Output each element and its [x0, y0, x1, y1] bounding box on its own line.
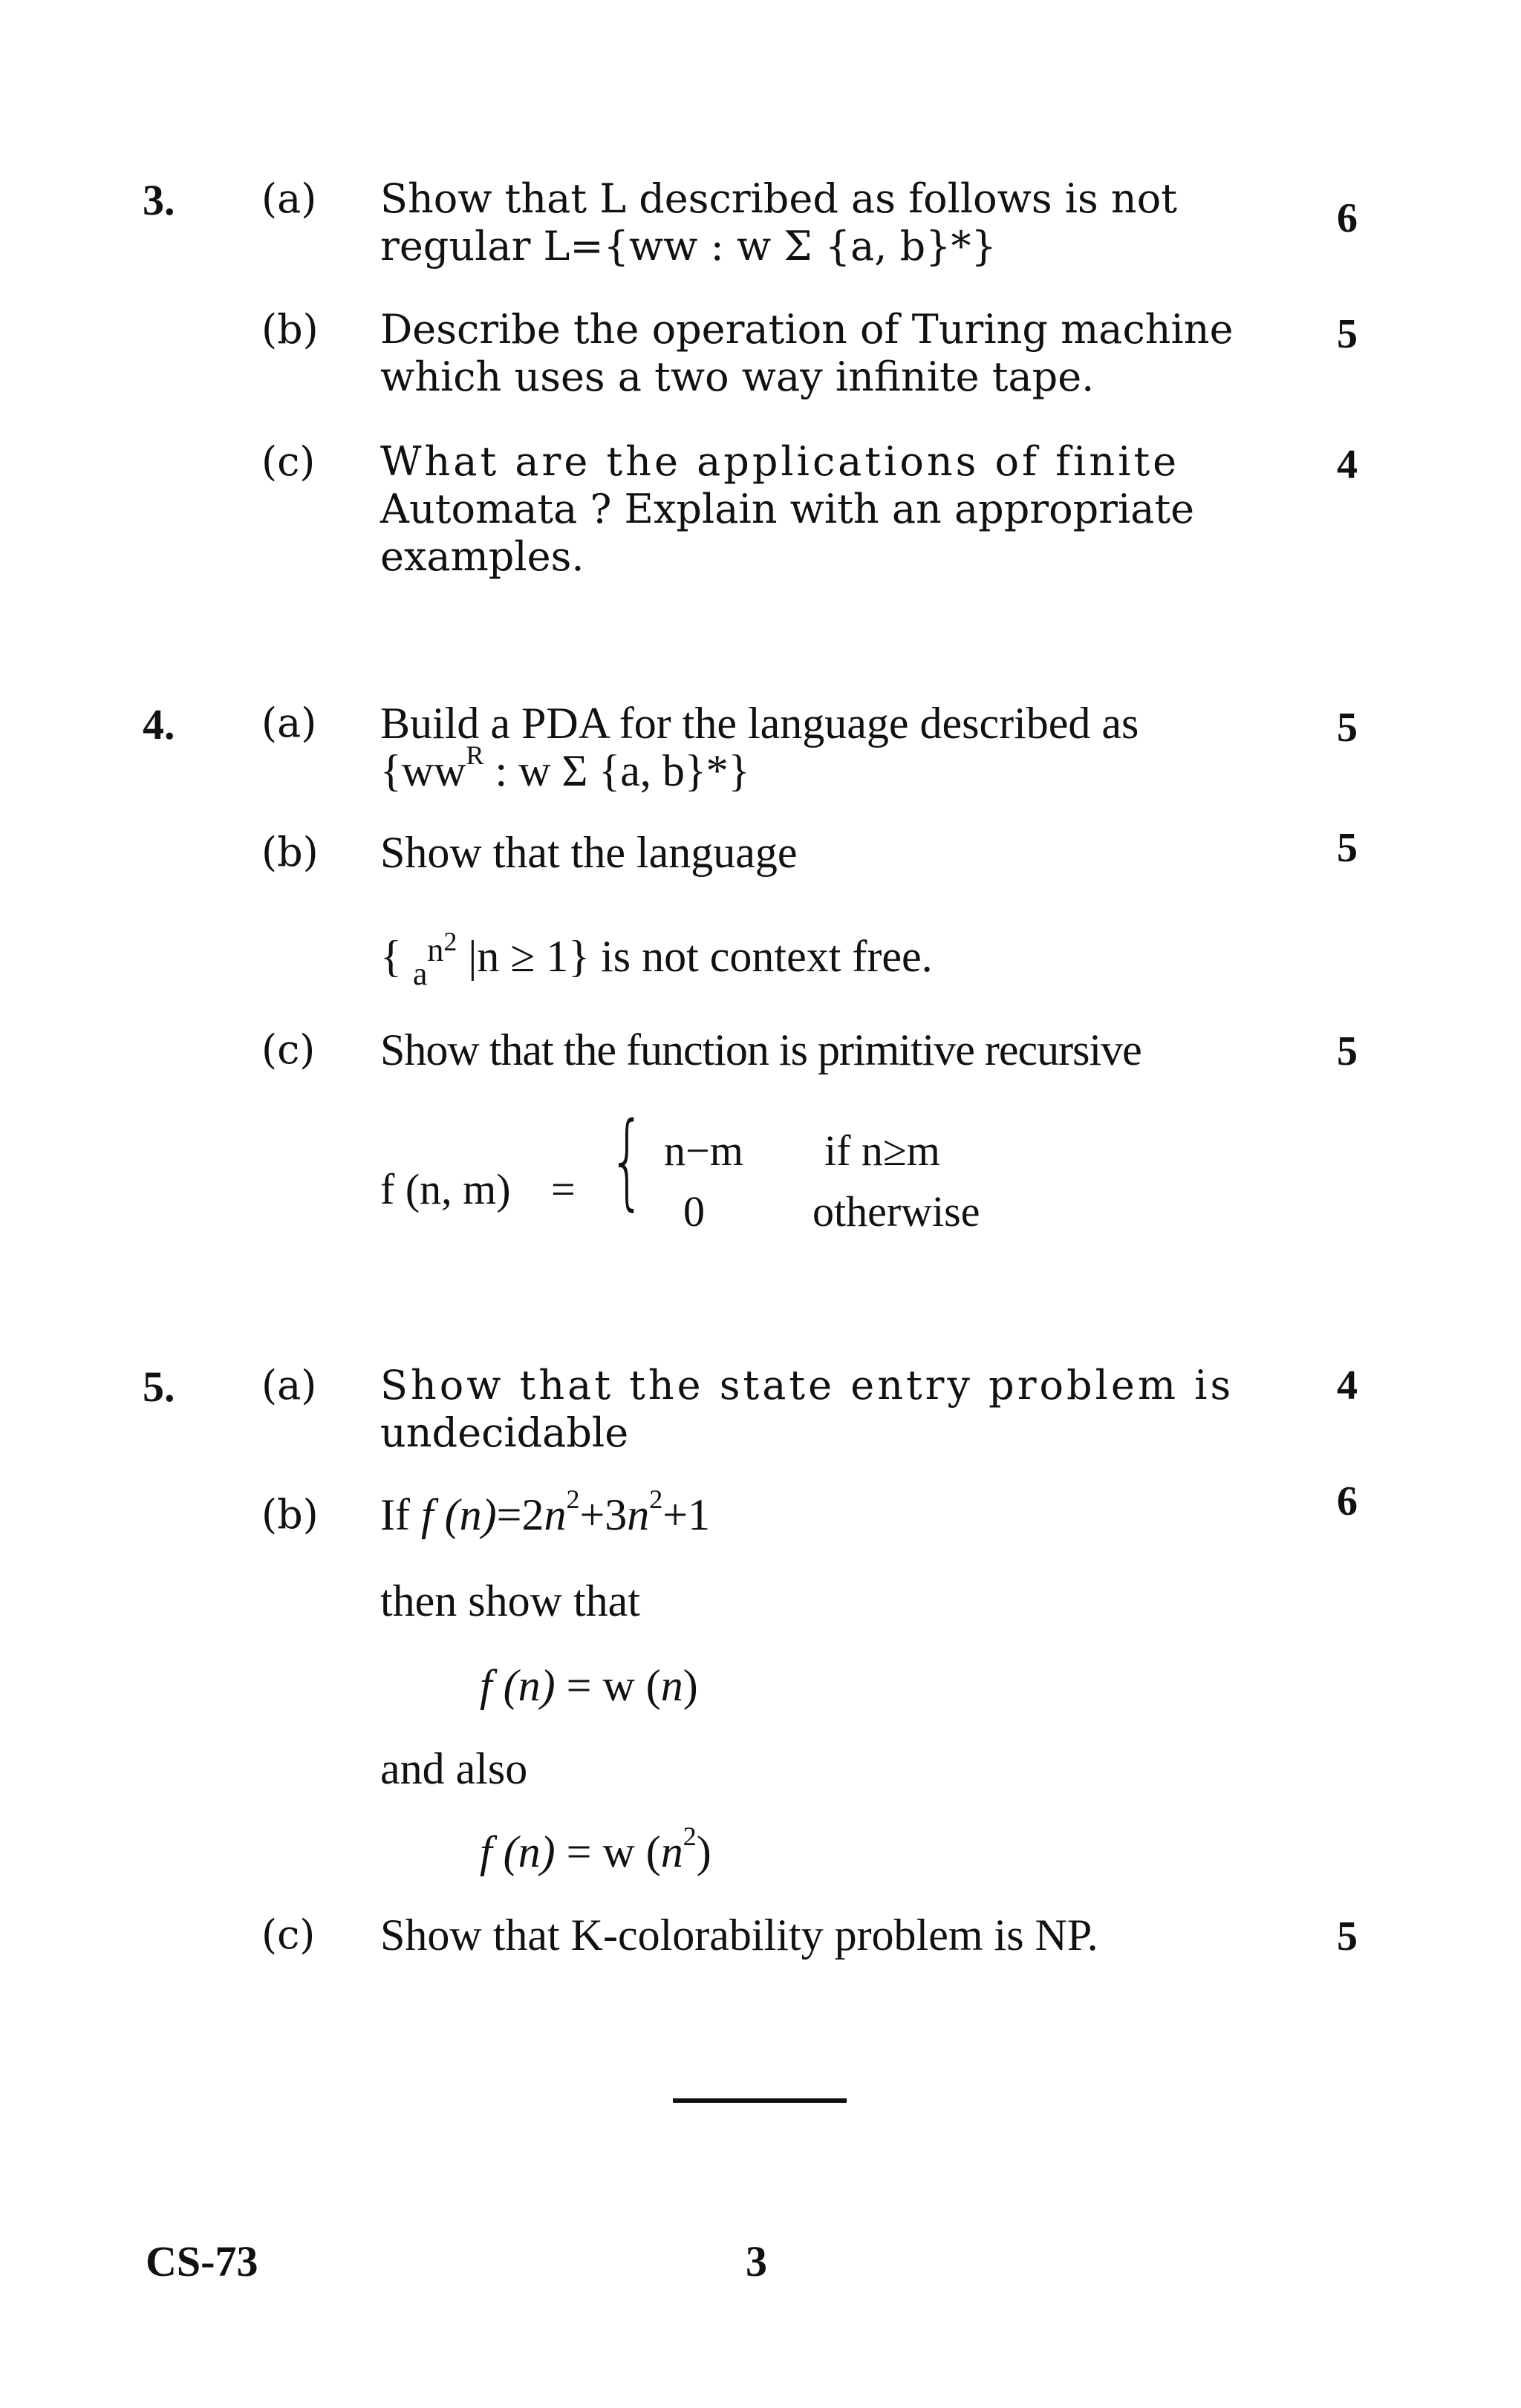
q5b-eq2-arg: n	[660, 1827, 683, 1876]
q4c-label: (c)	[261, 1026, 316, 1073]
q4a-text-line2	[380, 740, 750, 795]
q5b-equation-2	[480, 1821, 711, 1876]
q4c-marks: 5	[1337, 1028, 1358, 1074]
q4c-case1-condition: if n≥m	[824, 1126, 940, 1175]
q5b-eq2-close: )	[696, 1827, 711, 1876]
q5a-text-line2: undecidable	[380, 1409, 629, 1456]
q5b-if-f: f	[420, 1490, 434, 1539]
question-number-4: 4.	[143, 700, 175, 748]
q5a-label: (a)	[261, 1362, 317, 1409]
q5b-if-pre: If	[380, 1490, 421, 1539]
q5b-if-sup1: 2	[566, 1484, 580, 1515]
q4b-text-line1: Show that the language	[380, 828, 798, 877]
q3b-label: (b)	[261, 306, 319, 353]
q3a-text-line2: regular L={ww : w Σ {a, b}*}	[380, 223, 997, 270]
q3a-label: (a)	[261, 175, 317, 222]
q5b-if-plus: +3	[579, 1490, 628, 1539]
q5b-and-also-text: and also	[380, 1744, 528, 1793]
q4c-function-equals: =	[551, 1165, 576, 1213]
page-number: 3	[746, 2237, 767, 2285]
q5b-eq1-rest: = w (	[555, 1661, 661, 1710]
q3c-marks: 4	[1337, 442, 1358, 488]
q5b-if-eq: =2	[496, 1490, 544, 1539]
q4b-label: (b)	[261, 829, 319, 875]
q3c-text-line3: examples.	[380, 533, 584, 580]
q3a-text-line1: Show that L described as follows is not	[380, 175, 1177, 222]
q5a-marks: 4	[1337, 1363, 1358, 1409]
q3c-text-line1: What are the applications of finite	[380, 438, 1180, 485]
q4a-marks: 5	[1337, 705, 1358, 751]
q4c-left-brace: {	[609, 1100, 646, 1221]
q5b-label: (b)	[261, 1491, 319, 1538]
q5b-eq1-f: f	[480, 1661, 492, 1710]
q3a-marks: 6	[1337, 195, 1358, 241]
q5b-eq2-f: f	[480, 1827, 492, 1876]
question-number-3: 3.	[143, 176, 175, 224]
q5c-label: (c)	[261, 1911, 316, 1958]
q4c-function-lhs: f (n, m)	[380, 1165, 511, 1213]
q4b-expr-exp: n	[427, 932, 444, 968]
q4b-expr-rest: |n ≥ 1} is not context free.	[457, 932, 933, 981]
q3c-text-line2: Automata ? Explain with an appropriate	[380, 486, 1195, 532]
q5b-if-end: +1	[662, 1490, 711, 1539]
q5b-eq1-n: (n)	[503, 1661, 556, 1710]
q5b-if-n2: n	[627, 1490, 650, 1539]
q3b-marks: 5	[1337, 311, 1358, 357]
q5b-then-text: then show that	[380, 1576, 640, 1625]
q4a-label: (a)	[261, 699, 317, 746]
q5b-eq1-close: )	[683, 1661, 698, 1710]
q3b-text-line1: Describe the operation of Turing machine	[380, 306, 1234, 353]
end-of-questions-rule	[673, 2098, 847, 2103]
paper-code: CS-73	[146, 2237, 258, 2285]
q4b-expression	[380, 927, 933, 992]
q5a-text-line1: Show that the state entry problem is	[380, 1362, 1234, 1409]
q5b-eq1-arg: n	[660, 1661, 683, 1710]
q5b-eq2-rest: = w (	[555, 1827, 661, 1876]
q5b-if-line	[380, 1484, 711, 1539]
q4b-expr-exp2: 2	[443, 927, 457, 956]
q4a-line2-post: : w Σ {a, b}*}	[483, 746, 750, 795]
q3c-label: (c)	[261, 438, 316, 485]
q4a-line2-pre: {ww	[380, 746, 466, 795]
q5c-text-line1: Show that K-colorability problem is NP.	[380, 1911, 1098, 1960]
q5b-equation-1	[480, 1662, 698, 1709]
q5b-eq2-n: (n)	[503, 1827, 556, 1876]
q4c-case2-condition: otherwise	[812, 1187, 980, 1236]
q4c-case1-value: n−m	[664, 1126, 743, 1175]
q5b-if-n1: n	[544, 1490, 567, 1539]
q4c-text-line1: Show that the function is primitive recursive	[380, 1025, 1141, 1074]
question-number-5: 5.	[143, 1363, 175, 1411]
q4c-case2-value: 0	[683, 1187, 705, 1236]
q5b-if-n: (n)	[444, 1490, 497, 1539]
q5b-if-sup2: 2	[649, 1484, 663, 1515]
q5b-eq2-sup: 2	[683, 1821, 697, 1852]
q4a-line2-sup: R	[466, 740, 484, 771]
q4b-marks: 5	[1337, 825, 1358, 871]
q4b-expr-open: {	[380, 932, 413, 981]
q3b-text-line2: which uses a two way infinite tape.	[380, 353, 1095, 400]
q5c-marks: 5	[1337, 1913, 1358, 1960]
q5b-marks: 6	[1337, 1478, 1358, 1524]
q4a-text-line1: Build a PDA for the language described as	[380, 699, 1139, 748]
q4b-expr-base: a	[412, 956, 428, 992]
